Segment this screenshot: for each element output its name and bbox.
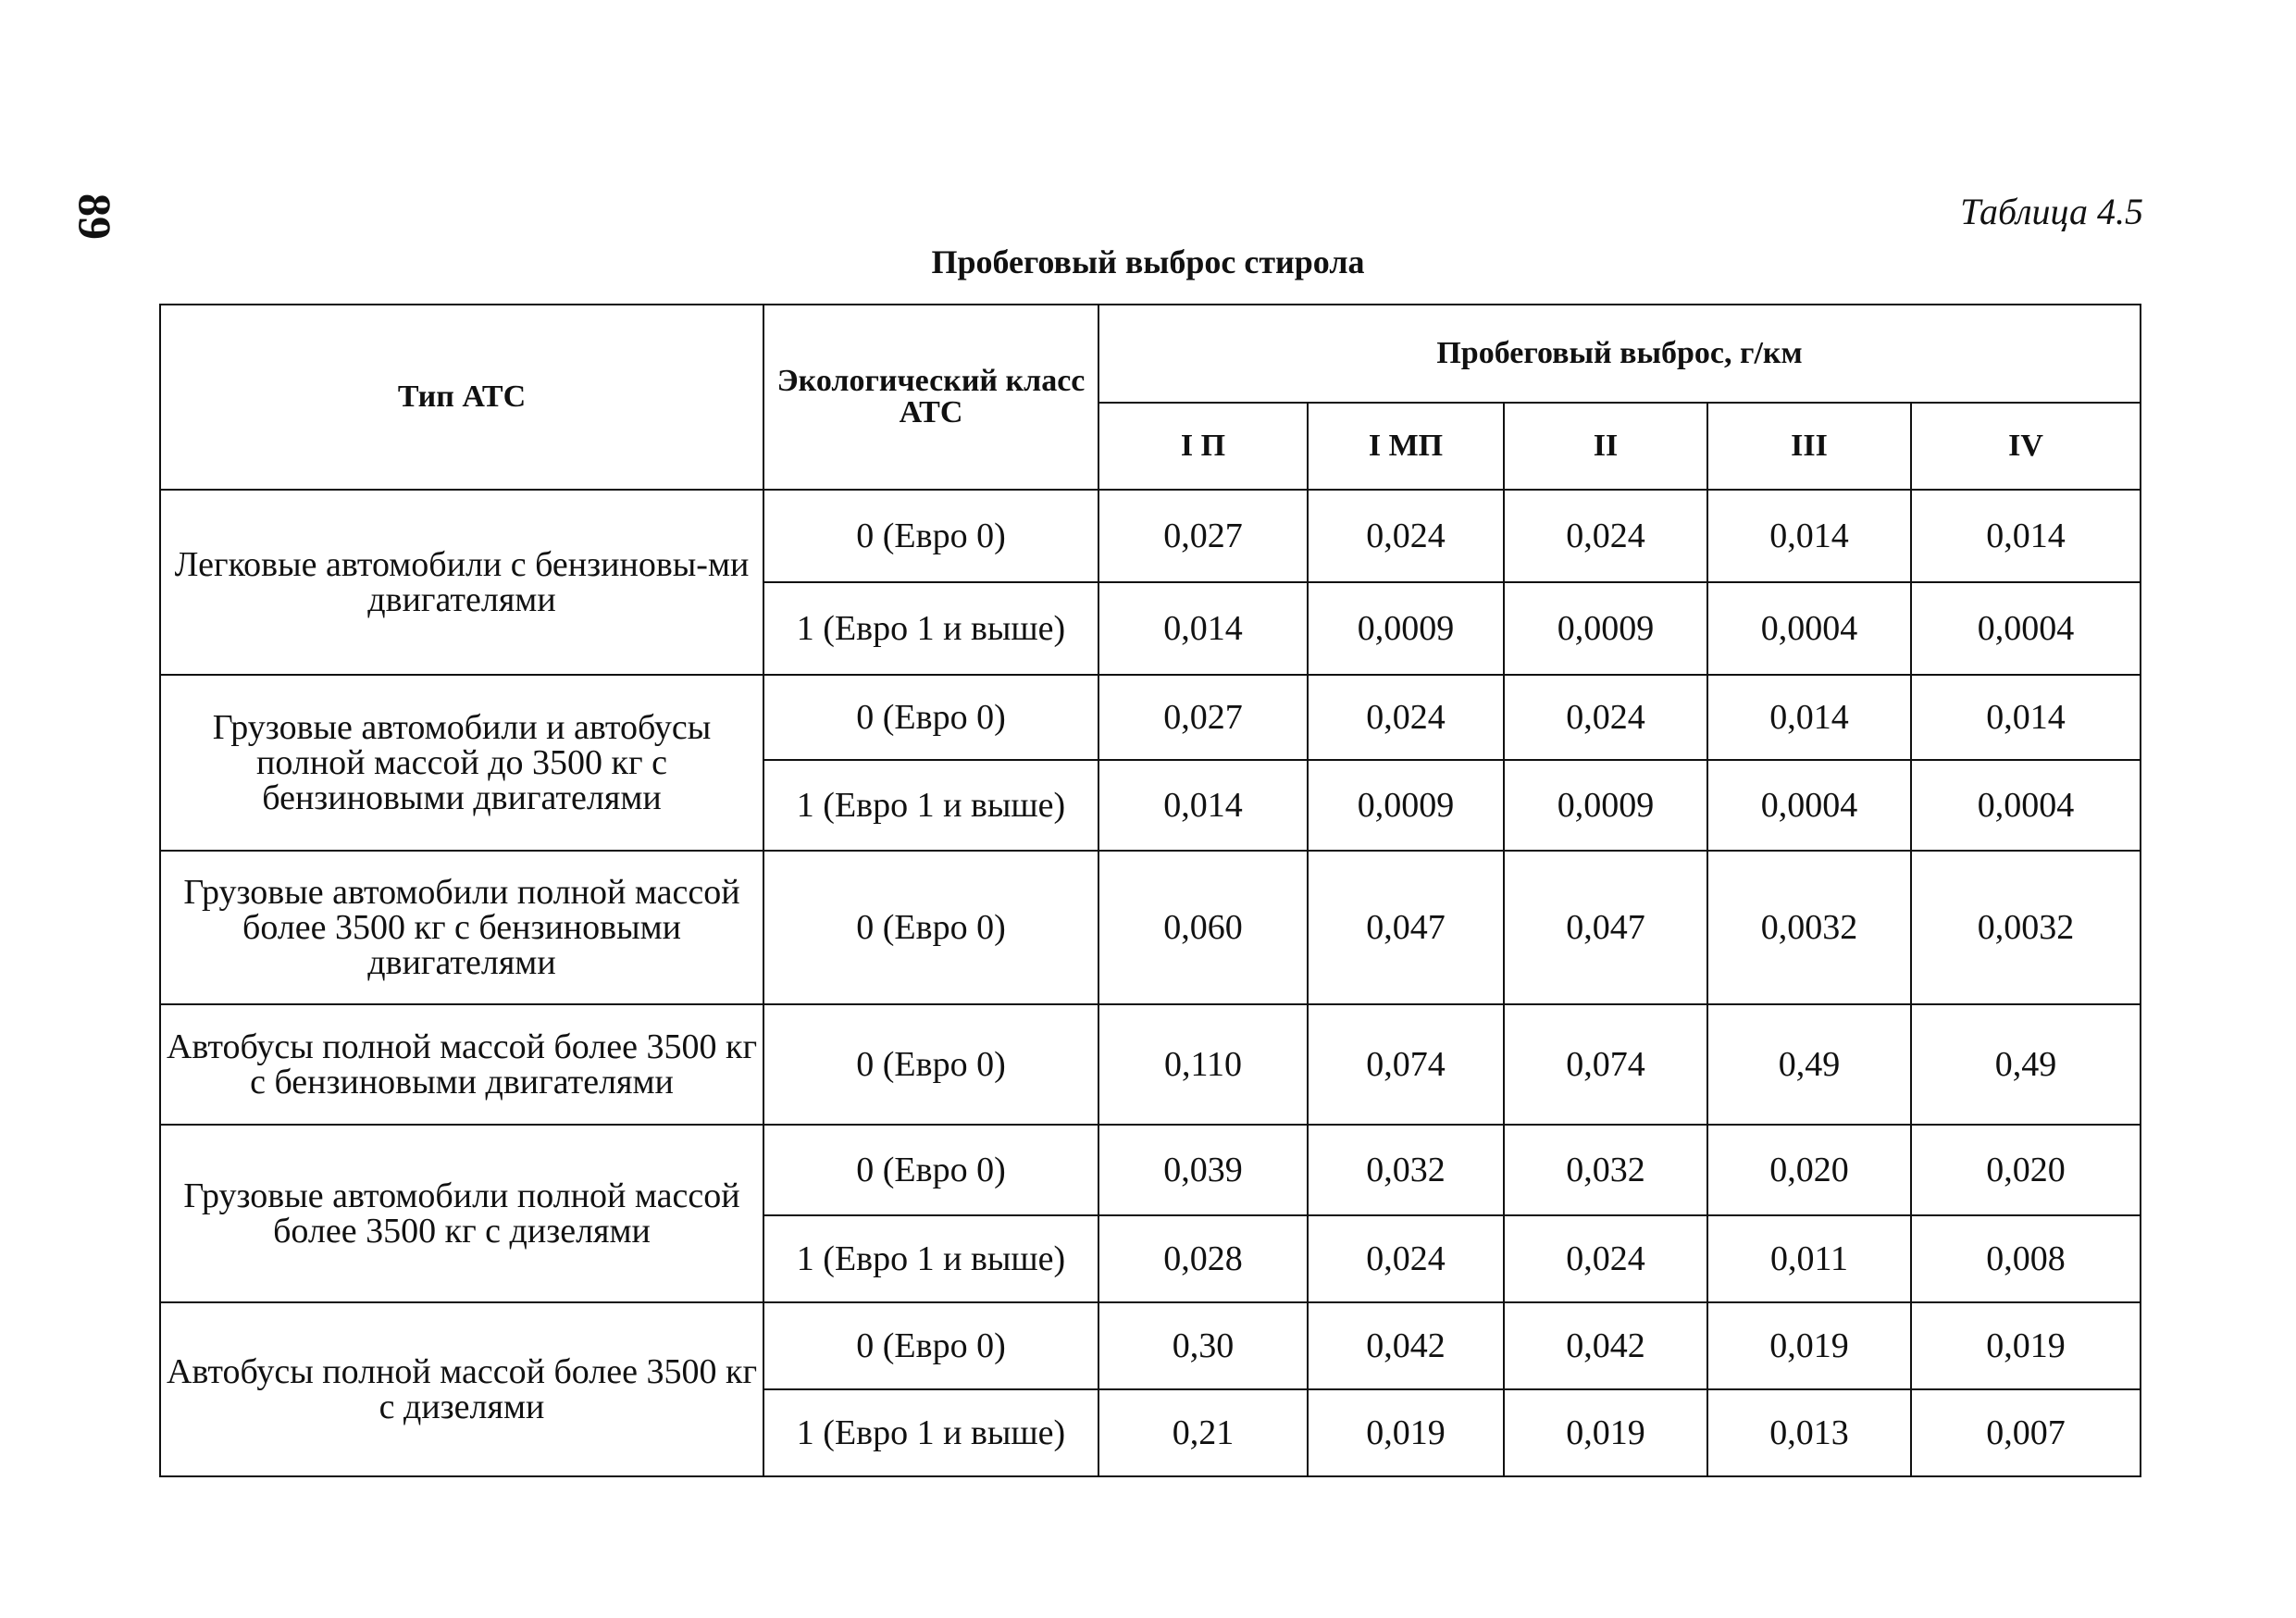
table-row	[160, 1125, 2141, 1215]
emission-value-cell: 0,0004	[1911, 582, 2141, 675]
eco-class-cell: 0 (Евро 0)	[763, 675, 1098, 760]
emission-value-cell: 0,019	[1707, 1302, 1911, 1389]
emission-value-cell: 0,014	[1707, 490, 1911, 582]
page-number: 89	[69, 193, 121, 240]
eco-class-cell: 0 (Евро 0)	[763, 1004, 1098, 1125]
emission-value-cell: 0,024	[1308, 675, 1504, 760]
table-header	[160, 305, 2141, 490]
emission-value-cell: 0,0009	[1504, 582, 1707, 675]
emission-value-cell: 0,014	[1911, 490, 2141, 582]
emission-value-cell: 0,019	[1504, 1389, 1707, 1476]
emission-value-cell: 0,110	[1098, 1004, 1308, 1125]
vehicle-type-cell: Легковые автомобили с бензиновы-ми двигателями	[160, 490, 763, 675]
emission-value-cell: 0,020	[1707, 1125, 1911, 1215]
table-row	[160, 490, 2141, 582]
emission-value-cell: 0,074	[1504, 1004, 1707, 1125]
emission-value-cell: 0,0004	[1707, 760, 1911, 851]
emission-value-cell: 0,0004	[1911, 760, 2141, 851]
emission-value-cell: 0,21	[1098, 1389, 1308, 1476]
emission-value-cell: 0,007	[1911, 1389, 2141, 1476]
emission-value-cell: 0,014	[1911, 675, 2141, 760]
vehicle-type-cell: Грузовые автомобили полной массой более 3500 кг с дизелями	[160, 1125, 763, 1302]
emission-value-cell: 0,014	[1098, 760, 1308, 851]
emission-value-cell: 0,047	[1308, 851, 1504, 1004]
emission-value-cell: 0,0032	[1911, 851, 2141, 1004]
emission-value-cell: 0,074	[1308, 1004, 1504, 1125]
table-row	[160, 675, 2141, 760]
table-body	[160, 490, 2141, 1476]
emission-value-cell: 0,0032	[1707, 851, 1911, 1004]
emission-value-cell: 0,024	[1504, 675, 1707, 760]
table-label: Таблица 4.5	[1960, 191, 2143, 232]
vehicle-type-cell: Автобусы полной массой более 3500 кг с бензиновыми двигателями	[160, 1004, 763, 1125]
emission-value-cell: 0,30	[1098, 1302, 1308, 1389]
emission-value-cell: 0,020	[1911, 1125, 2141, 1215]
header-type: Тип АТС	[160, 305, 763, 490]
emission-value-cell: 0,024	[1504, 490, 1707, 582]
header-column: I МП	[1308, 403, 1504, 490]
table-row	[160, 1004, 2141, 1125]
emission-value-cell: 0,49	[1911, 1004, 2141, 1125]
eco-class-cell: 1 (Евро 1 и выше)	[763, 582, 1098, 675]
table-row	[160, 851, 2141, 1004]
eco-class-cell: 0 (Евро 0)	[763, 1125, 1098, 1215]
emission-value-cell: 0,0009	[1504, 760, 1707, 851]
eco-class-cell: 1 (Евро 1 и выше)	[763, 1389, 1098, 1476]
table-row	[160, 1302, 2141, 1389]
emission-value-cell: 0,013	[1707, 1389, 1911, 1476]
header-eco-class: Экологический класс АТС	[763, 305, 1098, 490]
emission-value-cell: 0,027	[1098, 490, 1308, 582]
emission-value-cell: 0,060	[1098, 851, 1308, 1004]
header-emission-group: Пробеговый выброс, г/км	[1098, 305, 2141, 403]
emission-value-cell: 0,027	[1098, 675, 1308, 760]
emission-value-cell: 0,014	[1707, 675, 1911, 760]
eco-class-cell: 1 (Евро 1 и выше)	[763, 760, 1098, 851]
eco-class-cell: 0 (Евро 0)	[763, 1302, 1098, 1389]
emission-value-cell: 0,024	[1504, 1215, 1707, 1302]
emission-value-cell: 0,0009	[1308, 582, 1504, 675]
vehicle-type-cell: Грузовые автомобили и автобусы полной массой до 3500 кг с бензиновыми двигателями	[160, 675, 763, 851]
emission-value-cell: 0,032	[1504, 1125, 1707, 1215]
emission-value-cell: 0,047	[1504, 851, 1707, 1004]
emission-value-cell: 0,024	[1308, 1215, 1504, 1302]
eco-class-cell: 1 (Евро 1 и выше)	[763, 1215, 1098, 1302]
emission-value-cell: 0,042	[1504, 1302, 1707, 1389]
emission-value-cell: 0,019	[1911, 1302, 2141, 1389]
emission-value-cell: 0,028	[1098, 1215, 1308, 1302]
emission-value-cell: 0,014	[1098, 582, 1308, 675]
eco-class-cell: 0 (Евро 0)	[763, 851, 1098, 1004]
header-column: IV	[1911, 403, 2141, 490]
emission-value-cell: 0,032	[1308, 1125, 1504, 1215]
emission-value-cell: 0,042	[1308, 1302, 1504, 1389]
vehicle-type-cell: Автобусы полной массой более 3500 кг с дизелями	[160, 1302, 763, 1476]
header-column: II	[1504, 403, 1707, 490]
header-column: III	[1707, 403, 1911, 490]
emission-value-cell: 0,019	[1308, 1389, 1504, 1476]
emission-value-cell: 0,0009	[1308, 760, 1504, 851]
vehicle-type-cell: Грузовые автомобили полной массой более 3500 кг с бензиновыми двигателями	[160, 851, 763, 1004]
emission-value-cell: 0,024	[1308, 490, 1504, 582]
emission-value-cell: 0,011	[1707, 1215, 1911, 1302]
emission-value-cell: 0,49	[1707, 1004, 1911, 1125]
emission-table	[159, 304, 2141, 1477]
emission-value-cell: 0,0004	[1707, 582, 1911, 675]
eco-class-cell: 0 (Евро 0)	[763, 490, 1098, 582]
header-column: I П	[1098, 403, 1308, 490]
emission-value-cell: 0,039	[1098, 1125, 1308, 1215]
table-title: Пробеговый выброс стирола	[931, 243, 1365, 280]
emission-value-cell: 0,008	[1911, 1215, 2141, 1302]
